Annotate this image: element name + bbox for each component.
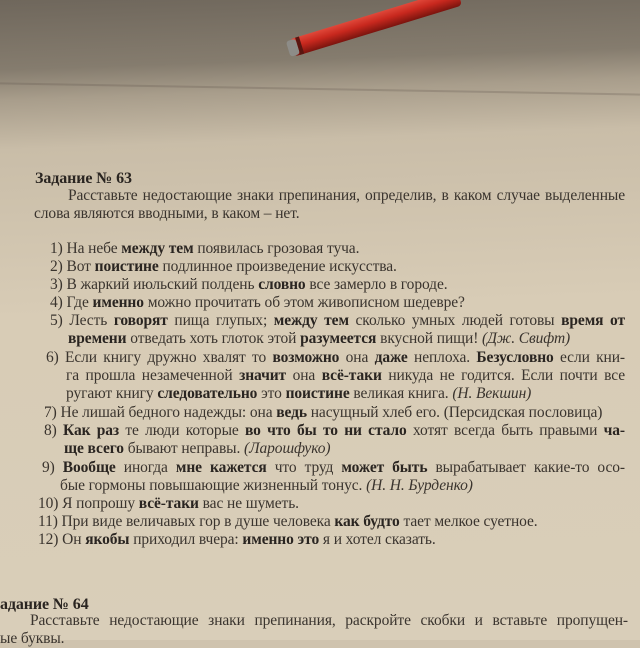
highlighted-word: время от: [561, 312, 626, 329]
text-segment: подлинное произведение искусства.: [158, 258, 397, 275]
text-segment: иногда: [115, 459, 176, 476]
text-line: [68, 187, 625, 205]
highlighted-word: возможно: [272, 349, 340, 366]
text-segment: га прошла незамеченной: [66, 367, 240, 384]
highlighted-word: может быть: [341, 459, 428, 476]
highlighted-word: даже: [374, 349, 408, 366]
text-line: [66, 385, 531, 403]
highlighted-word: Как раз: [63, 422, 120, 439]
text-line: [38, 513, 538, 531]
text-segment: бывают неправы.: [123, 440, 245, 457]
highlighted-word: следовательно: [157, 385, 258, 402]
text-segment: она: [286, 367, 322, 384]
text-line: [34, 205, 299, 223]
highlighted-word: ведь: [276, 404, 307, 421]
text-segment: 8): [44, 422, 64, 439]
text-segment: приходил вчера:: [129, 531, 243, 548]
text-line: [60, 477, 473, 495]
text-segment: 9): [42, 459, 63, 476]
text-segment: 1) На небе: [50, 240, 122, 257]
text-segment: что труд: [266, 459, 342, 476]
text-segment: те люди которые: [119, 422, 245, 439]
text-segment: слова являются вводными, в каком – нет.: [34, 205, 300, 222]
text-segment: вас не шуметь.: [198, 495, 299, 512]
citation-author: (Дж. Свифт): [482, 330, 571, 347]
text-segment: Расставьте недостающие знаки препинания, раскройте скобки и вставьте пропущен-: [30, 612, 628, 629]
highlighted-word: всё-таки: [321, 367, 382, 384]
text-line: [44, 404, 602, 422]
text-line: [44, 422, 625, 440]
text-line: [68, 330, 570, 348]
text-segment: пища глупых;: [167, 312, 274, 329]
text-line: [0, 630, 64, 648]
text-segment: если кни-: [553, 349, 625, 366]
highlighted-word: ча-: [603, 422, 625, 439]
highlighted-word: времени: [68, 330, 127, 347]
text-segment: 4) Где: [50, 294, 93, 311]
task-heading: [35, 170, 132, 188]
citation-author: (Н. Векшин): [452, 385, 532, 402]
text-line: [50, 312, 625, 330]
text-segment: 3) В жаркий июльский полдень: [50, 276, 259, 293]
highlighted-word: Безусловно: [476, 349, 554, 366]
text-segment: все замерло в городе.: [305, 276, 448, 293]
text-segment: можно прочитать об этом живописном шедевре?: [143, 294, 465, 311]
highlighted-word: значит: [239, 367, 287, 384]
text-segment: насущный хлеб его. (Персидская пословица): [306, 404, 603, 421]
highlighted-word: ще всего: [64, 440, 124, 457]
heading-text: адание № 64: [0, 596, 89, 613]
text-segment: 7) Не лишай бедного надежды: она: [44, 404, 277, 421]
highlighted-word: во что бы то ни стало: [244, 422, 407, 439]
highlighted-word: якобы: [85, 531, 130, 548]
citation-author: (Н. Н. Бурденко): [366, 477, 473, 494]
highlighted-word: поистине: [285, 385, 350, 402]
text-line: [50, 276, 448, 294]
highlighted-word: разумеется: [300, 330, 377, 347]
highlighted-word: всё-таки: [138, 495, 199, 512]
text-segment: неплоха.: [407, 349, 477, 366]
highlighted-word: говорят: [113, 312, 168, 329]
text-segment: 5) Лесть: [50, 312, 114, 329]
text-segment: великая книга.: [349, 385, 453, 402]
text-segment: ругают книгу: [66, 385, 158, 402]
heading-text: Задание № 63: [35, 170, 132, 187]
text-line: [38, 495, 299, 513]
text-segment: она: [339, 349, 375, 366]
text-segment: 10) Я попрошу: [38, 495, 139, 512]
text-segment: Расставьте недостающие знаки препинания, определив, в каком случае выделенные: [68, 187, 625, 204]
text-segment: вырабатывает какие-то осо-: [427, 459, 625, 476]
text-segment: хотят всегда быть правыми: [406, 422, 604, 439]
text-segment: появилась грозовая туча.: [193, 240, 360, 257]
text-segment: вкусной пищи!: [376, 330, 483, 347]
text-segment: бые гормоны повышающие жизненный тонус.: [60, 477, 367, 494]
text-segment: отведать хоть глоток этой: [126, 330, 301, 347]
text-segment: 6) Если книгу дружно хвалят то: [46, 349, 273, 366]
text-segment: тает мелкое суетное.: [399, 513, 538, 530]
text-segment: никуда не годится. Если почти все: [381, 367, 625, 384]
text-segment: 2) Вот: [50, 258, 95, 275]
citation-author: (Ларошфуко): [244, 440, 331, 457]
text-line: [50, 294, 465, 312]
highlighted-word: как будто: [334, 513, 400, 530]
red-pen: [0, 0, 640, 120]
text-line: [38, 531, 436, 549]
text-segment: ые буквы.: [0, 630, 65, 647]
text-segment: сколько умных людей готовы: [348, 312, 562, 329]
text-line: [50, 258, 397, 276]
highlighted-word: между тем: [121, 240, 194, 257]
highlighted-word: именно: [92, 294, 144, 311]
highlighted-word: мне кажется: [175, 459, 267, 476]
text-segment: я и хотел сказать.: [319, 531, 436, 548]
highlighted-word: словно: [258, 276, 306, 293]
highlighted-word: поистине: [94, 258, 159, 275]
text-segment: 12) Он: [38, 531, 86, 548]
text-segment: это: [257, 385, 286, 402]
highlighted-word: между тем: [273, 312, 349, 329]
text-line: [46, 349, 625, 367]
text-line: [42, 459, 625, 477]
text-line: [30, 612, 628, 630]
text-line: [50, 240, 359, 258]
text-line: [66, 367, 625, 385]
text-segment: 11) При виде величавых гор в душе человека: [38, 513, 335, 530]
highlighted-word: именно это: [242, 531, 320, 548]
highlighted-word: Вообще: [62, 459, 116, 476]
text-line: [64, 440, 330, 458]
